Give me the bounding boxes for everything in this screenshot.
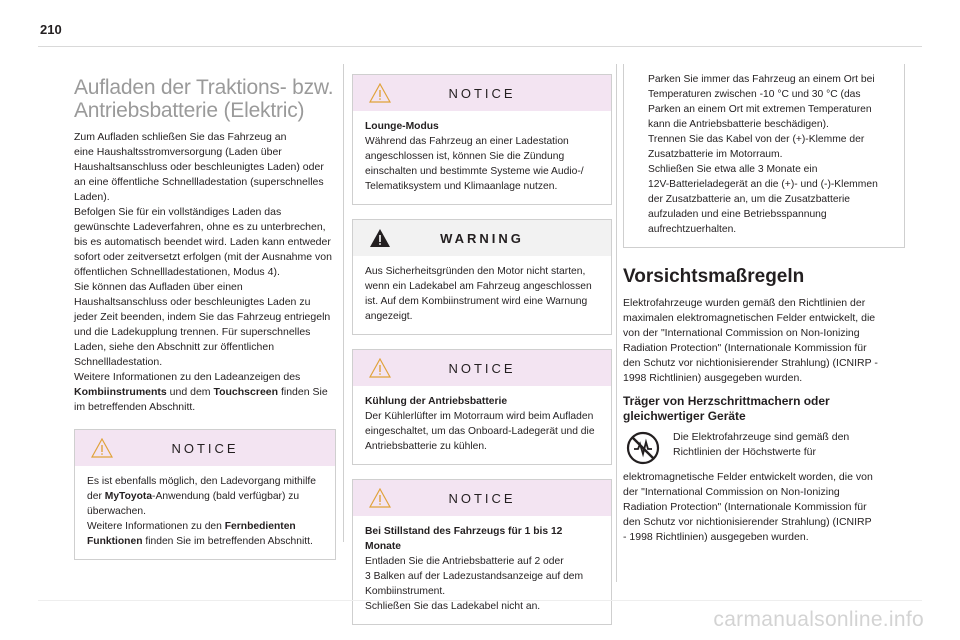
notice-header — [353, 75, 611, 111]
page-number: 210 — [40, 22, 62, 37]
storage-continued-text: Parken Sie immer das Fahrzeug an einem Ort bei Temperaturen zwischen -10 °C und 30 °C (das Parken an einem Ort mit extremen Temperaturen kann die Antriebsbatterie beschädigen). Trennen Sie das Kabel von der (+)-Klemme der Zusatzbatterie im Motorraum. Schließen Sie etwa alle 3 Monate ein 12V-Batterieladegerät an die (+)- und (-)-Klemmen der Zusatzbatterie an, um die Zusatzbatterie aufzuladen und eine Betriebsspannung aufrechtzuerhalten. — [648, 74, 878, 235]
notice-box-lounge — [352, 74, 612, 205]
column-left — [74, 60, 336, 560]
notice-header-label: NOTICE — [171, 440, 239, 456]
column-divider-right — [616, 64, 617, 582]
bold-mytoyota: MyToyota — [104, 491, 153, 502]
notice-heading: Bei Stillstand des Fahrzeugs für 1 bis 12 Monate — [365, 526, 563, 552]
watermark: carmanualsonline.info — [713, 608, 924, 631]
text-fragment: finden Sie im betreffenden Abschnitt. — [142, 536, 313, 547]
warning-body — [353, 256, 611, 334]
notice-heading: Kühlung der Antriebsbatterie — [365, 396, 508, 407]
bold-touchscreen: Touchscreen — [213, 386, 279, 398]
notice-header-label: NOTICE — [448, 490, 516, 506]
intro-text-ending — [74, 385, 336, 415]
text-fragment: -Anwendung (bald verfügbar) zu überwachen. Weitere Informationen zu den — [87, 491, 300, 532]
notice-text: Entladen Sie die Antriebsbatterie auf 2 oder 3 Balken auf der Ladezustandsanzeige auf dem Kombiinstrument. Schließen Sie das Ladekabel nicht an. — [365, 556, 584, 612]
notice-triangle-icon — [91, 438, 113, 458]
notice-header-label: NOTICE — [448, 360, 516, 376]
warning-header-label: WARNING — [440, 230, 524, 246]
bold-kombiinstrument: Kombiinstruments — [74, 386, 167, 398]
section-title-line1: Aufladen der Traktions- bzw. — [74, 76, 334, 99]
pacemaker-prohibited-icon — [623, 430, 663, 466]
text-fragment: und dem — [166, 386, 214, 398]
bold-fernbediente-funktionen: Fernbedienten Funktionen — [87, 521, 296, 547]
pacemaker-paragraph — [623, 430, 905, 545]
notice-triangle-icon — [369, 358, 391, 378]
notice-box-cooling — [352, 349, 612, 465]
precautions-heading: Vorsichtsmaßregeln — [623, 266, 805, 287]
notice-box-storage — [352, 479, 612, 625]
precautions-text: Elektrofahrzeuge wurden gemäß den Richtlinien der maximalen elektromagnetischen Felder entwickelt, die von der "International Commission on Non-Ionizing Radiation Protection" (Internationale Kommission für den Schutz vor nichtionisierender Strahlung) (ICNIRP - 1998 Richtlinien) ausgegeben wurden. — [623, 297, 878, 384]
text-fragment: Es ist ebenfalls möglich, den Ladevorgang mithilfe der — [87, 476, 316, 502]
notice-header — [353, 350, 611, 386]
notice-body — [353, 516, 611, 624]
text-fragment: finden Sie — [278, 386, 328, 398]
notice-body — [75, 466, 335, 559]
warning-box-engine — [352, 219, 612, 335]
notice-body — [353, 111, 611, 204]
warning-header — [353, 220, 611, 256]
storage-continued-box — [623, 64, 905, 248]
notice-body — [353, 386, 611, 464]
notice-box-mytoyota — [74, 429, 336, 560]
notice-header-label: NOTICE — [448, 85, 516, 101]
notice-header — [75, 430, 335, 466]
warning-text: Aus Sicherheitsgründen den Motor nicht starten, wenn ein Ladekabel am Fahrzeug angeschlossen ist. Auf dem Kombiinstrument wird eine Warnung angezeigt. — [365, 266, 592, 322]
notice-header — [353, 480, 611, 516]
notice-heading: Lounge-Modus — [365, 121, 439, 132]
storage-continued-body — [624, 64, 904, 247]
pacemaker-icon-wrap — [623, 430, 667, 470]
section-title — [74, 76, 336, 122]
footer-divider — [38, 600, 922, 601]
column-right — [623, 64, 905, 545]
pacemaker-text-rest: elektromagnetische Felder entwickelt worden, die von der "International Commission on Non-Ionizing Radiation Protection" (Internationale Kommission für den Schutz vor nichtionisierender Strahlung) (ICNIRP - 1998 Richtlinien) ausgegeben wurden. — [623, 471, 873, 543]
notice-text: Während das Fahrzeug an einer Ladestation angeschlossen ist, können Sie die Zündung einschalten und bestimmte Systeme wie Audio-/ Telematiksystem und Klimaanlage nutzen. — [365, 136, 584, 192]
text-fragment: im betreffenden Abschnitt. — [74, 401, 196, 413]
pacemaker-heading: Träger von Herzschrittmachern oder gleichwertiger Geräte — [623, 394, 830, 423]
section-title-line2: Antriebsbatterie (Elektric) — [74, 99, 305, 122]
notice-triangle-icon — [369, 83, 391, 103]
header-divider — [38, 46, 922, 47]
pacemaker-text-short: Die Elektrofahrzeuge sind gemäß den Richtlinien der Höchstwerte für — [673, 431, 850, 458]
notice-triangle-icon — [369, 488, 391, 508]
warning-triangle-icon — [369, 228, 391, 248]
column-middle — [352, 74, 612, 625]
column-divider-left — [343, 64, 344, 542]
intro-text: Zum Aufladen schließen Sie das Fahrzeug an eine Haushaltsstromversorgung (Laden über Haushaltsanschluss oder beschleunigtes Laden) oder an eine öffentliche Schnellladestation (superschnelles Laden). Befolgen Sie für ein vollständiges Laden das gewünschte Ladeverfahren, ohne es zu unterbrechen, bis es automatisch beendet wird. Laden kann entweder sofort oder zeitversetzt erfolgen (mit der Ausnahme von öffentlichen Schnellladestationen, Modus 4). Sie können das Aufladen über einen Haushaltsanschluss oder beschleunigtes Laden zu jeder Zeit beenden, indem Sie das Fahrzeug entriegeln und die Ladekupplung trennen. Für superschnelles Laden, siehe den Abschnitt zur öffentlichen Schnellladestation. Weitere Informationen zu den Ladeanzeigen des — [74, 131, 332, 383]
notice-text: Der Kühlerlüfter im Motorraum wird beim Aufladen eingeschaltet, um das Onboard-Ladegerät und die Antriebsbatterie zu kühlen. — [365, 411, 595, 452]
